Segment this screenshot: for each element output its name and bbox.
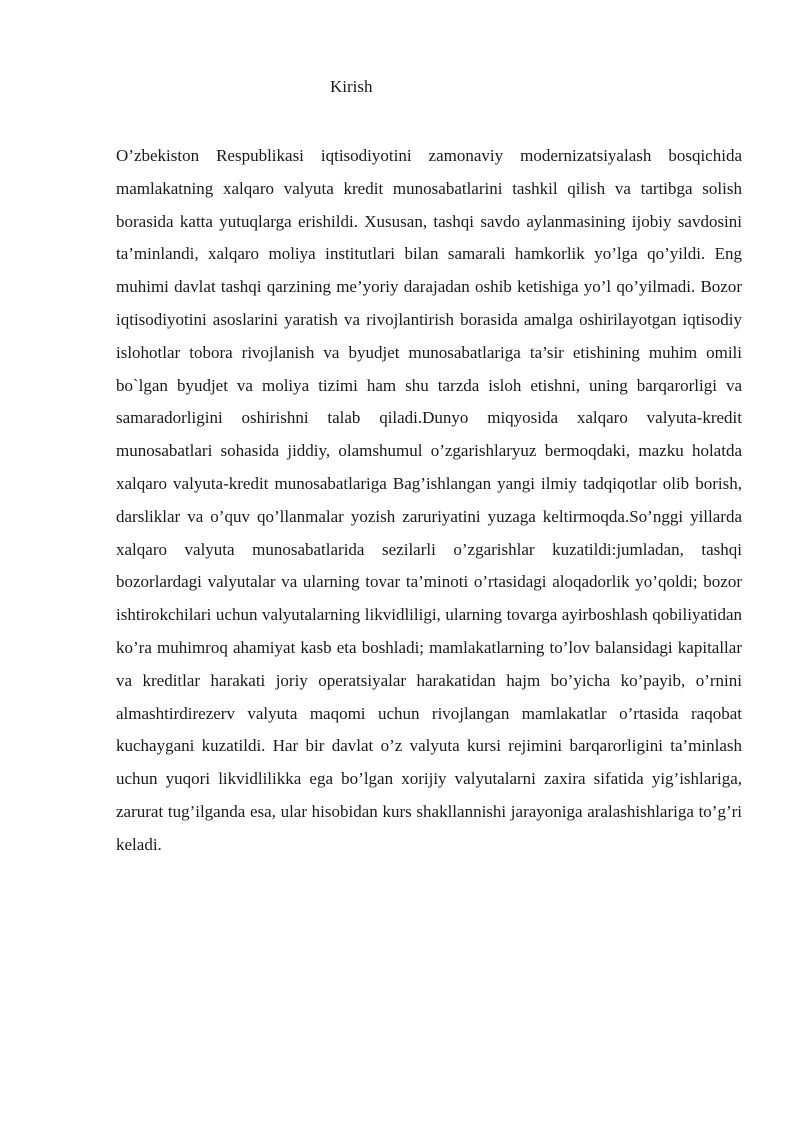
body-paragraph: O’zbekiston Respublikasi iqtisodiyotini zamonaviy modernizatsiyalash bosqichida mamlakatning xalqaro valyuta kredit munosabatlarini tashkil qilish va tartibga solish borasida katta yutuqlarga erishildi. Xususan, tashqi savdo aylanmasining ijobiy savdosini ta’minlandi, xalqaro moliya institutlari bilan samarali hamkorlik yo’lga qo’yildi. Eng muhimi davlat tashqi qarzining me’yoriy darajadan oshib ketishiga yo’l qo’yilmadi. Bozor iqtisodiyotini asoslarini yaratish va rivojlantirish borasida amalga oshirilayotgan iqtisodiy islohotlar tobora rivojlanish va byudjet munosabatlariga ta’sir etishining muhim omili bo`lgan byudjet va moliya tizimi ham shu tarzda isloh etishni, uning barqarorligi va samaradorligini oshirishni talab qiladi.Dunyo miqyosida xalqaro valyuta-kredit munosabatlari sohasida jiddiy, olamshumul o’zgarishlaryuz bermoqdaki, mazku holatda xalqaro valyuta-kredit munosabatlariga Bag’ishlangan yangi ilmiy tadqiqotlar olib borish, darsliklar va o’quv qo’llanmalar yozish zaruriyatini yuzaga keltirmoqda.So’nggi yillarda xalqaro valyuta munosabatlarida sezilarli o’zgarishlar kuzatildi:jumladan, tashqi bozorlardagi valyutalar va ularning tovar ta’minoti o’rtasidagi aloqadorlik yo’qoldi; bozor ishtirokchilari uchun valyutalarning likvidliligi, ularning tovarga ayirboshlash qobiliyatidan ko’ra muhimroq ahamiyat kasb eta boshladi; mamlakatlarning to’lov balansidagi kapitallar va kreditlar harakati joriy operatsiyalar harakatidan hajm bo’yicha ko’payib, o’rnini almashtirdirezerv valyuta maqomi uchun rivojlangan mamlakatlar o’rtasida raqobat kuchaygani kuzatildi. Har bir davlat o’z valyuta kursi rejimini barqarorligini ta’minlash uchun yuqori likvidlilikka ega bo’lgan xorijiy valyutalarni zaxira sifatida yig’ishlariga, zarurat tug’ilganda esa, ular hisobidan kurs shakllannishi jarayoniga aralashishlariga to’g’ri keladi. xyxy=(116,146,742,854)
page-title: Kirish xyxy=(330,77,373,96)
